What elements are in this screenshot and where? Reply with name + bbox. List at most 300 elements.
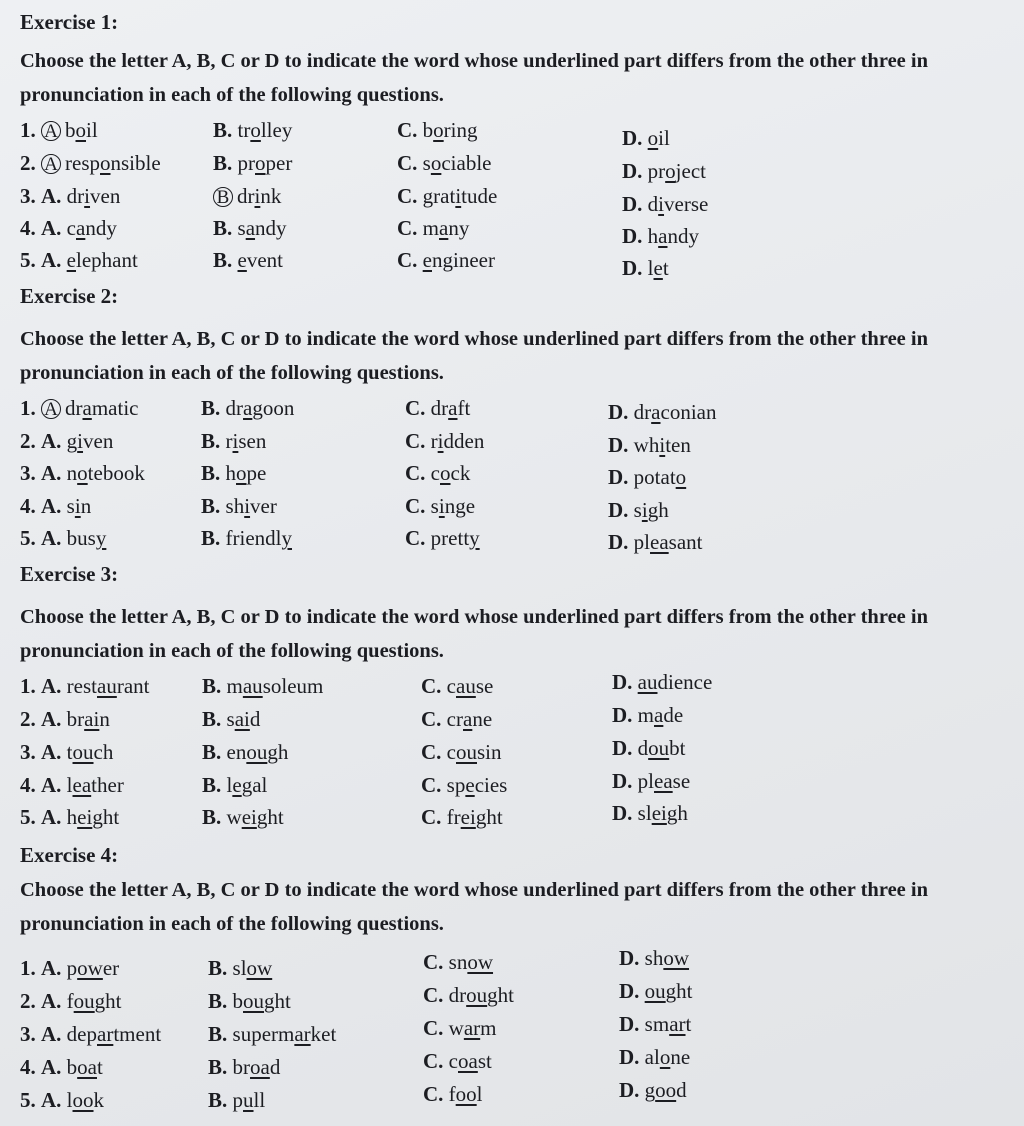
word-suffix: dience xyxy=(657,670,713,694)
answer-option[interactable] xyxy=(619,1012,691,1037)
option-word xyxy=(423,118,478,142)
option-word xyxy=(67,674,150,698)
underlined-part: ou xyxy=(73,989,95,1013)
word-suffix: bt xyxy=(669,736,686,760)
word-prefix: s xyxy=(237,216,246,240)
option-letter: A. xyxy=(41,674,62,698)
circled-answer-mark: A xyxy=(41,399,61,419)
option-letter: D. xyxy=(622,256,643,280)
option-word xyxy=(238,151,293,175)
answer-option[interactable] xyxy=(20,396,138,421)
answer-option[interactable] xyxy=(423,950,493,975)
option-word xyxy=(634,498,669,522)
option-letter: D. xyxy=(622,192,643,216)
underlined-part: a xyxy=(651,400,661,424)
exercise-title: Exercise 3: xyxy=(20,562,119,586)
underlined-part: e xyxy=(465,773,475,797)
word-suffix: ght xyxy=(487,983,515,1007)
word-suffix: soleum xyxy=(262,674,324,698)
question-number: 1. xyxy=(20,956,36,980)
word-prefix: s xyxy=(633,498,642,522)
underlined-part: a xyxy=(448,396,458,420)
option-letter: A. xyxy=(41,429,62,453)
word-prefix: m xyxy=(637,703,655,727)
option-word xyxy=(238,118,293,142)
answer-option[interactable] xyxy=(612,703,683,728)
word-suffix: ver xyxy=(250,494,277,518)
answer-option[interactable] xyxy=(397,216,469,241)
option-word xyxy=(634,433,691,457)
option-word xyxy=(648,126,670,150)
word-prefix: sh xyxy=(644,946,664,970)
word-suffix: ngineer xyxy=(432,248,495,272)
option-letter: B. xyxy=(202,805,222,829)
answer-option[interactable] xyxy=(201,461,266,486)
word-prefix: al xyxy=(644,1045,660,1069)
underlined-part: o xyxy=(433,118,444,142)
option-word xyxy=(645,979,693,1003)
option-letter: B. xyxy=(208,1055,228,1079)
underlined-part: o xyxy=(77,461,88,485)
option-letter: D. xyxy=(612,801,633,825)
underlined-part: y xyxy=(281,526,292,550)
answer-option[interactable] xyxy=(213,184,281,209)
word-suffix: ven xyxy=(83,429,114,453)
option-word xyxy=(449,1082,483,1106)
underlined-part: ou xyxy=(72,740,94,764)
answer-option[interactable] xyxy=(208,956,272,981)
answer-option[interactable] xyxy=(202,707,260,732)
underlined-part: au xyxy=(242,674,263,698)
option-letter: C. xyxy=(423,983,444,1007)
option-letter: D. xyxy=(612,736,633,760)
question-number: 4. xyxy=(20,773,36,797)
word-prefix: c xyxy=(448,1049,458,1073)
underlined-part: ow xyxy=(246,956,273,980)
answer-option[interactable] xyxy=(423,1016,497,1041)
word-prefix: c xyxy=(66,216,76,240)
word-suffix: se xyxy=(475,674,494,698)
option-letter: A. xyxy=(41,184,62,208)
option-letter: C. xyxy=(421,674,442,698)
answer-option[interactable] xyxy=(20,707,110,732)
answer-option[interactable] xyxy=(622,256,669,281)
answer-option[interactable] xyxy=(612,736,686,761)
option-word xyxy=(233,1055,281,1079)
answer-option[interactable] xyxy=(421,674,493,699)
word-prefix: br xyxy=(232,1055,251,1079)
word-prefix: dr xyxy=(65,396,83,420)
answer-option[interactable] xyxy=(20,740,113,765)
option-word xyxy=(449,983,514,1007)
word-suffix: rant xyxy=(116,674,150,698)
answer-option[interactable] xyxy=(20,1022,161,1047)
option-letter: C. xyxy=(397,151,418,175)
option-letter: D. xyxy=(619,1012,640,1036)
underlined-part: ar xyxy=(97,1022,114,1046)
word-prefix: superm xyxy=(232,1022,295,1046)
word-prefix: p xyxy=(232,1088,244,1112)
option-letter: B. xyxy=(202,740,222,764)
option-word xyxy=(227,773,268,797)
answer-option[interactable] xyxy=(202,773,267,798)
answer-option[interactable] xyxy=(208,1022,336,1047)
answer-option[interactable] xyxy=(421,707,492,732)
answer-option[interactable] xyxy=(608,498,669,523)
option-word xyxy=(238,216,287,240)
option-letter: C. xyxy=(423,1049,444,1073)
underlined-part: o xyxy=(440,461,451,485)
question-number: 3. xyxy=(20,461,36,485)
word-suffix: d xyxy=(269,1055,281,1079)
answer-option[interactable] xyxy=(213,118,292,143)
option-word xyxy=(431,461,471,485)
word-prefix: resp xyxy=(65,151,100,175)
word-suffix: st xyxy=(477,1049,492,1073)
answer-option[interactable] xyxy=(201,526,292,551)
answer-option[interactable] xyxy=(20,1088,104,1113)
option-letter: D. xyxy=(622,159,643,183)
answer-option[interactable] xyxy=(201,429,266,454)
answer-option[interactable] xyxy=(405,461,470,486)
word-prefix: dr xyxy=(633,400,652,424)
answer-option[interactable] xyxy=(213,248,283,273)
word-suffix: tude xyxy=(461,184,498,208)
word-suffix: d xyxy=(676,1078,687,1102)
word-suffix: k xyxy=(93,1088,105,1112)
question-number: 2. xyxy=(20,989,36,1013)
answer-option[interactable] xyxy=(619,946,689,971)
option-letter: D. xyxy=(612,769,633,793)
word-prefix: s xyxy=(422,151,431,175)
option-letter: D. xyxy=(612,670,633,694)
answer-option[interactable] xyxy=(202,740,288,765)
underlined-part: i xyxy=(455,184,462,208)
underlined-part: a xyxy=(439,216,449,240)
underlined-part: i xyxy=(437,429,444,453)
underlined-part: i xyxy=(254,184,261,208)
option-word xyxy=(227,674,324,698)
word-prefix: grat xyxy=(422,184,456,208)
word-suffix: nk xyxy=(260,184,282,208)
option-word xyxy=(638,769,691,793)
word-suffix: ght xyxy=(256,805,284,829)
underlined-part: o xyxy=(255,151,266,175)
option-letter: A. xyxy=(41,989,62,1013)
word-prefix: r xyxy=(225,429,233,453)
answer-option[interactable] xyxy=(20,248,138,273)
question-number: 5. xyxy=(20,526,36,550)
word-prefix: bus xyxy=(66,526,96,550)
answer-option[interactable] xyxy=(213,216,287,241)
underlined-part: e xyxy=(232,773,242,797)
word-suffix: il xyxy=(86,118,98,142)
answer-option[interactable] xyxy=(20,805,119,830)
option-word xyxy=(449,950,493,974)
option-letter: A. xyxy=(41,740,62,764)
underlined-part: o xyxy=(250,118,261,142)
option-word xyxy=(67,1088,104,1112)
question-number: 2. xyxy=(20,151,36,175)
answer-option[interactable] xyxy=(622,192,708,217)
option-word xyxy=(423,248,495,272)
option-letter: C. xyxy=(397,118,418,142)
answer-option[interactable] xyxy=(423,1049,492,1074)
option-letter: D. xyxy=(619,1078,640,1102)
word-suffix: ght xyxy=(92,805,120,829)
word-suffix: nge xyxy=(444,494,476,518)
option-letter: B. xyxy=(201,461,221,485)
option-letter: D. xyxy=(608,433,629,457)
word-prefix: m xyxy=(422,216,440,240)
option-letter: A. xyxy=(41,526,62,550)
option-letter: B. xyxy=(208,1022,228,1046)
underlined-part: e xyxy=(237,248,247,272)
word-suffix: ft xyxy=(457,396,471,420)
answer-option[interactable] xyxy=(405,396,470,421)
answer-option[interactable] xyxy=(405,494,475,519)
word-suffix: cies xyxy=(474,773,508,797)
word-prefix: d xyxy=(647,192,659,216)
option-word xyxy=(226,396,295,420)
word-suffix: matic xyxy=(91,396,139,420)
answer-option[interactable] xyxy=(208,989,291,1014)
word-suffix: gal xyxy=(241,773,268,797)
answer-option[interactable] xyxy=(421,740,502,765)
option-letter: A. xyxy=(41,773,62,797)
answer-option[interactable] xyxy=(201,494,277,519)
option-word xyxy=(67,1022,161,1046)
option-word xyxy=(233,956,273,980)
word-suffix: ne xyxy=(472,707,493,731)
word-suffix: verse xyxy=(664,192,709,216)
word-suffix: pe xyxy=(246,461,267,485)
exercise-instruction: Choose the letter A, B, C or D to indicate the word whose underlined part differs from the other three in pronunciation in each of the following questions. xyxy=(20,328,928,384)
answer-option[interactable] xyxy=(612,801,688,826)
word-prefix: potat xyxy=(633,465,676,489)
option-letter: B. xyxy=(208,956,228,980)
answer-option[interactable] xyxy=(208,1055,280,1080)
underlined-part: au xyxy=(97,674,117,698)
option-letter: C. xyxy=(423,1016,444,1040)
word-suffix: t xyxy=(97,1055,103,1079)
option-word xyxy=(226,494,277,518)
option-word xyxy=(645,1012,692,1036)
underlined-part: oa xyxy=(458,1049,478,1073)
answer-option[interactable] xyxy=(20,461,145,486)
option-word xyxy=(638,801,688,825)
underlined-part: a xyxy=(463,707,473,731)
word-suffix: ten xyxy=(665,433,691,457)
option-letter: C. xyxy=(421,773,442,797)
word-suffix: m xyxy=(480,1016,497,1040)
underlined-part: ou xyxy=(243,989,265,1013)
answer-option[interactable] xyxy=(423,983,514,1008)
underlined-part: ei xyxy=(460,805,476,829)
underlined-part: a xyxy=(76,216,86,240)
answer-option[interactable] xyxy=(405,429,484,454)
answer-option[interactable] xyxy=(619,979,693,1004)
answer-option[interactable] xyxy=(421,805,503,830)
word-suffix: de xyxy=(663,703,684,727)
underlined-part: ou xyxy=(466,983,488,1007)
option-letter: C. xyxy=(405,396,426,420)
answer-option[interactable] xyxy=(619,1045,690,1070)
option-letter: B. xyxy=(213,118,233,142)
option-letter: A. xyxy=(41,494,62,518)
word-prefix: d xyxy=(637,736,649,760)
answer-option[interactable] xyxy=(622,224,699,249)
answer-option[interactable] xyxy=(20,118,98,143)
underlined-part: oa xyxy=(250,1055,270,1079)
underlined-part: o xyxy=(665,159,676,183)
option-word xyxy=(648,192,709,216)
answer-option[interactable] xyxy=(213,151,292,176)
word-suffix: ght xyxy=(475,805,503,829)
answer-option[interactable] xyxy=(208,1088,265,1113)
option-word xyxy=(67,429,114,453)
word-prefix: tr xyxy=(237,118,251,142)
option-letter: D. xyxy=(608,465,629,489)
option-letter: B. xyxy=(201,396,221,420)
circled-answer-mark: B xyxy=(213,187,233,207)
option-word xyxy=(648,256,669,280)
answer-option[interactable] xyxy=(397,118,478,143)
answer-option[interactable] xyxy=(612,670,712,695)
exercise-title: Exercise 1: xyxy=(20,10,119,34)
answer-option[interactable] xyxy=(202,674,323,699)
underlined-part: ow xyxy=(467,950,494,974)
underlined-part: ar xyxy=(294,1022,311,1046)
answer-option[interactable] xyxy=(202,805,284,830)
option-letter: B. xyxy=(201,494,221,518)
answer-option[interactable] xyxy=(608,400,716,425)
underlined-part: e xyxy=(66,248,76,272)
option-word xyxy=(67,526,107,550)
option-letter: C. xyxy=(423,950,444,974)
answer-option[interactable] xyxy=(608,530,703,555)
underlined-part: o xyxy=(75,118,86,142)
word-suffix: ndy xyxy=(255,216,287,240)
circled-answer-mark: A xyxy=(41,121,61,141)
word-suffix: t xyxy=(662,256,669,280)
word-prefix: fr xyxy=(446,805,461,829)
option-letter: B. xyxy=(213,248,233,272)
option-letter: B. xyxy=(213,151,233,175)
answer-option[interactable] xyxy=(622,159,706,184)
answer-option[interactable] xyxy=(397,248,495,273)
answer-option[interactable] xyxy=(608,465,686,490)
word-prefix: dr xyxy=(66,184,85,208)
option-letter: C. xyxy=(405,429,426,453)
answer-option[interactable] xyxy=(608,433,691,458)
question-number: 2. xyxy=(20,429,36,453)
word-prefix: br xyxy=(66,707,85,731)
answer-option[interactable] xyxy=(20,184,120,209)
option-word xyxy=(67,773,124,797)
underlined-part: ar xyxy=(463,1016,481,1040)
option-word xyxy=(226,526,292,550)
answer-option[interactable] xyxy=(20,526,106,551)
answer-option[interactable] xyxy=(20,1055,103,1080)
option-letter: B. xyxy=(201,429,221,453)
underlined-part: o xyxy=(100,151,111,175)
word-prefix: l xyxy=(66,1088,73,1112)
underlined-part: ou xyxy=(456,740,477,764)
option-word xyxy=(447,674,494,698)
option-word xyxy=(431,526,480,550)
word-prefix: p xyxy=(66,956,78,980)
word-prefix: b xyxy=(232,989,244,1013)
answer-option[interactable] xyxy=(20,216,117,241)
answer-option[interactable] xyxy=(619,1078,687,1103)
question-number: 5. xyxy=(20,805,36,829)
word-suffix: gh xyxy=(267,740,289,764)
underlined-part: o xyxy=(647,126,659,150)
answer-option[interactable] xyxy=(612,769,690,794)
answer-option[interactable] xyxy=(421,773,507,798)
option-word xyxy=(67,989,122,1013)
answer-option[interactable] xyxy=(20,989,122,1014)
answer-option[interactable] xyxy=(397,184,497,209)
word-prefix: t xyxy=(66,740,73,764)
option-letter: C. xyxy=(405,461,426,485)
option-word xyxy=(233,1022,337,1046)
answer-option[interactable] xyxy=(622,126,670,151)
answer-option[interactable] xyxy=(20,674,149,699)
underlined-part: ow xyxy=(77,956,103,980)
word-prefix: dr xyxy=(448,983,467,1007)
answer-option[interactable] xyxy=(20,151,161,176)
underlined-part: a xyxy=(654,703,664,727)
option-letter: B. xyxy=(213,216,233,240)
underlined-part: i xyxy=(244,494,251,518)
word-prefix: sm xyxy=(644,1012,670,1036)
answer-option[interactable] xyxy=(201,396,294,421)
option-letter: C. xyxy=(421,707,442,731)
word-prefix: sp xyxy=(446,773,466,797)
underlined-part: ea xyxy=(650,530,669,554)
word-suffix: gh xyxy=(666,801,688,825)
option-letter: A. xyxy=(41,1055,62,1079)
option-word xyxy=(447,707,492,731)
word-suffix: ndy xyxy=(667,224,699,248)
answer-option[interactable] xyxy=(20,956,119,981)
option-letter: C. xyxy=(405,494,426,518)
answer-option[interactable] xyxy=(405,526,480,551)
question-number: 5. xyxy=(20,248,36,272)
word-prefix: dr xyxy=(430,396,449,420)
word-prefix: cr xyxy=(446,707,463,731)
question-number: 4. xyxy=(20,1055,36,1079)
answer-option[interactable] xyxy=(423,1082,483,1107)
word-suffix: n xyxy=(80,494,92,518)
option-word xyxy=(67,248,138,272)
underlined-part: a xyxy=(243,396,253,420)
option-letter: A. xyxy=(41,461,62,485)
option-letter: B. xyxy=(202,674,222,698)
option-letter: D. xyxy=(608,530,629,554)
word-suffix: ther xyxy=(91,773,124,797)
answer-option[interactable] xyxy=(20,773,124,798)
answer-option[interactable] xyxy=(397,151,492,176)
answer-option[interactable] xyxy=(20,494,91,519)
underlined-part: a xyxy=(82,396,92,420)
option-letter: C. xyxy=(405,526,426,550)
answer-option[interactable] xyxy=(20,429,113,454)
underlined-part: i xyxy=(658,192,665,216)
word-prefix: l xyxy=(647,256,654,280)
